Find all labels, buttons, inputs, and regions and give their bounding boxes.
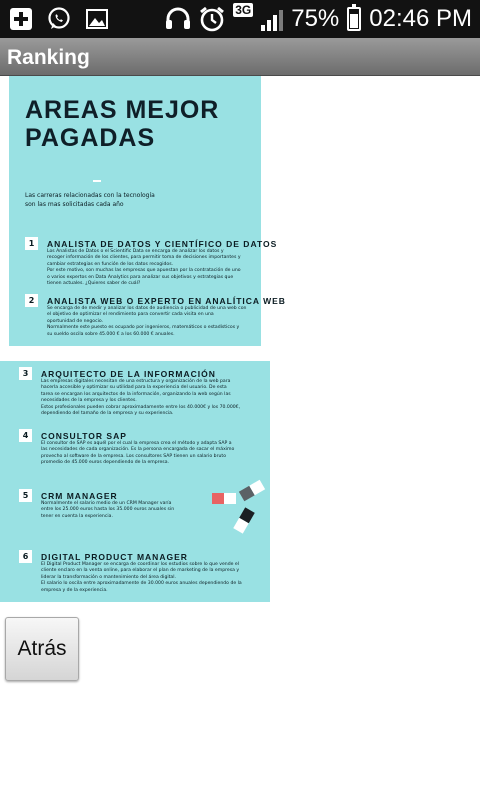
system-indicators — [165, 3, 472, 35]
rank-number: 3 — [19, 367, 32, 380]
rank-description: El consultor de SAP es aquél por el cual la empresa crea el método y adapta SAP a las necesidades de cada organización. Es la persona encargada de sacar el máximo provecho al software de la empresa. Los consultores SAP tienen un salario bruto promedio de 45.000 euros dependiendo de la empresa. — [41, 441, 235, 466]
whatsapp-icon — [46, 6, 72, 32]
rank-number: 6 — [19, 550, 32, 563]
ranking-infographic-top — [9, 76, 286, 346]
alarm-icon — [199, 6, 225, 32]
page-title: Ranking — [7, 46, 90, 69]
ranking-infographic-bottom — [0, 361, 270, 602]
rank-title: DIGITAL PRODUCT MANAGER — [41, 552, 188, 562]
rank-title: ANALISTA DE DATOS Y CIENTÍFICO DE DATOS — [47, 239, 278, 249]
clock-time: 02:46 PM — [369, 5, 472, 32]
back-button[interactable]: Atrás — [5, 617, 79, 681]
rank-number: 2 — [25, 294, 38, 307]
rank-title: ARQUITECTO DE LA INFORMACIÓN — [41, 369, 216, 379]
rank-description: Se encarga de de medir y analizar los datos de audiencia o publicidad de una web con el objetivo de optimizar el rendimiento para convertir cada visita en una oportunidad de negocio. Normalmente este puesto es ocupado por ingenieros, matemáticos o estadísticos y su sueldo oscila sobre 45.000 € a los 60.000 € anuales. — [47, 306, 247, 337]
battery-icon — [347, 7, 361, 31]
pill-icon — [239, 480, 265, 502]
rank-number: 4 — [19, 429, 32, 442]
heading-divider — [93, 180, 101, 182]
action-bar — [0, 38, 480, 76]
rank-description: Normalmente el salario medio de un CRM Manager varía entre los 25.000 euros hasta los 35.000 euros anuales sin tener en cuenta la experiencia. — [41, 501, 175, 519]
status-bar — [0, 0, 480, 38]
headset-icon — [165, 6, 191, 32]
rank-title: CRM MANAGER — [41, 491, 118, 501]
rank-description: Las empresas digitales necesitan de una estructura y organización de la web para hacerla accesible y optimizar su utilidad para la experiencia del usuario. De esta tarea se encargan los arquitectos de la información, organizando la web según las necesidades de la empresa y los clientes. Estos profesionales pueden cobrar aproximadamente entre los 40.000€ y los 70.000€, dependiendo del tamaño de la empresa y su experiencia. — [41, 379, 241, 417]
rank-title: CONSULTOR SAP — [41, 431, 127, 441]
pills-illustration — [210, 481, 268, 539]
infographic-heading: AREAS MEJOR PAGADAS — [25, 96, 220, 152]
pill-icon — [212, 493, 236, 504]
notification-icons — [8, 6, 110, 32]
network-type-label: 3G — [235, 3, 252, 17]
rank-title: ANALISTA WEB O EXPERTO EN ANALÍTICA WEB — [47, 296, 286, 306]
rank-description: Los Analistas de Datos o el Scientific Data se encarga de analizar los datos y recoger información de los clientes, para permitir toma de decisiones importantes y cambiar estrategias en función de los datos recogidos. Por este motivo, son muchas las empresas que apuestan por la contratación de uno o varios expertos en Data Analytics para analizar sus objetivos y estrategias que tienen actuales. ¿Quieres saber de cuál? — [47, 249, 241, 287]
rank-number: 1 — [25, 237, 38, 250]
rank-description: El Digital Product Manager se encarga de coordinar los estudios sobre lo que vende el cliente enclaro en la venta online, para elaborar el plan de marketing de la empresa y liderar la transformación o mantenimiento del área digital. El salario lo oscila entre aproximadamente de 30.000 euros anuales dependiendo de la empresa y de la experiencia. — [41, 562, 242, 593]
rank-number: 5 — [19, 489, 32, 502]
image-icon — [84, 6, 110, 32]
battery-percent: 75% — [291, 5, 340, 32]
pill-icon — [233, 507, 255, 533]
signal-strength-icon — [261, 7, 283, 31]
infographic-intro: Las carreras relacionadas con la tecnología son las mas solicitadas cada año — [25, 192, 155, 208]
add-box-icon — [8, 6, 34, 32]
